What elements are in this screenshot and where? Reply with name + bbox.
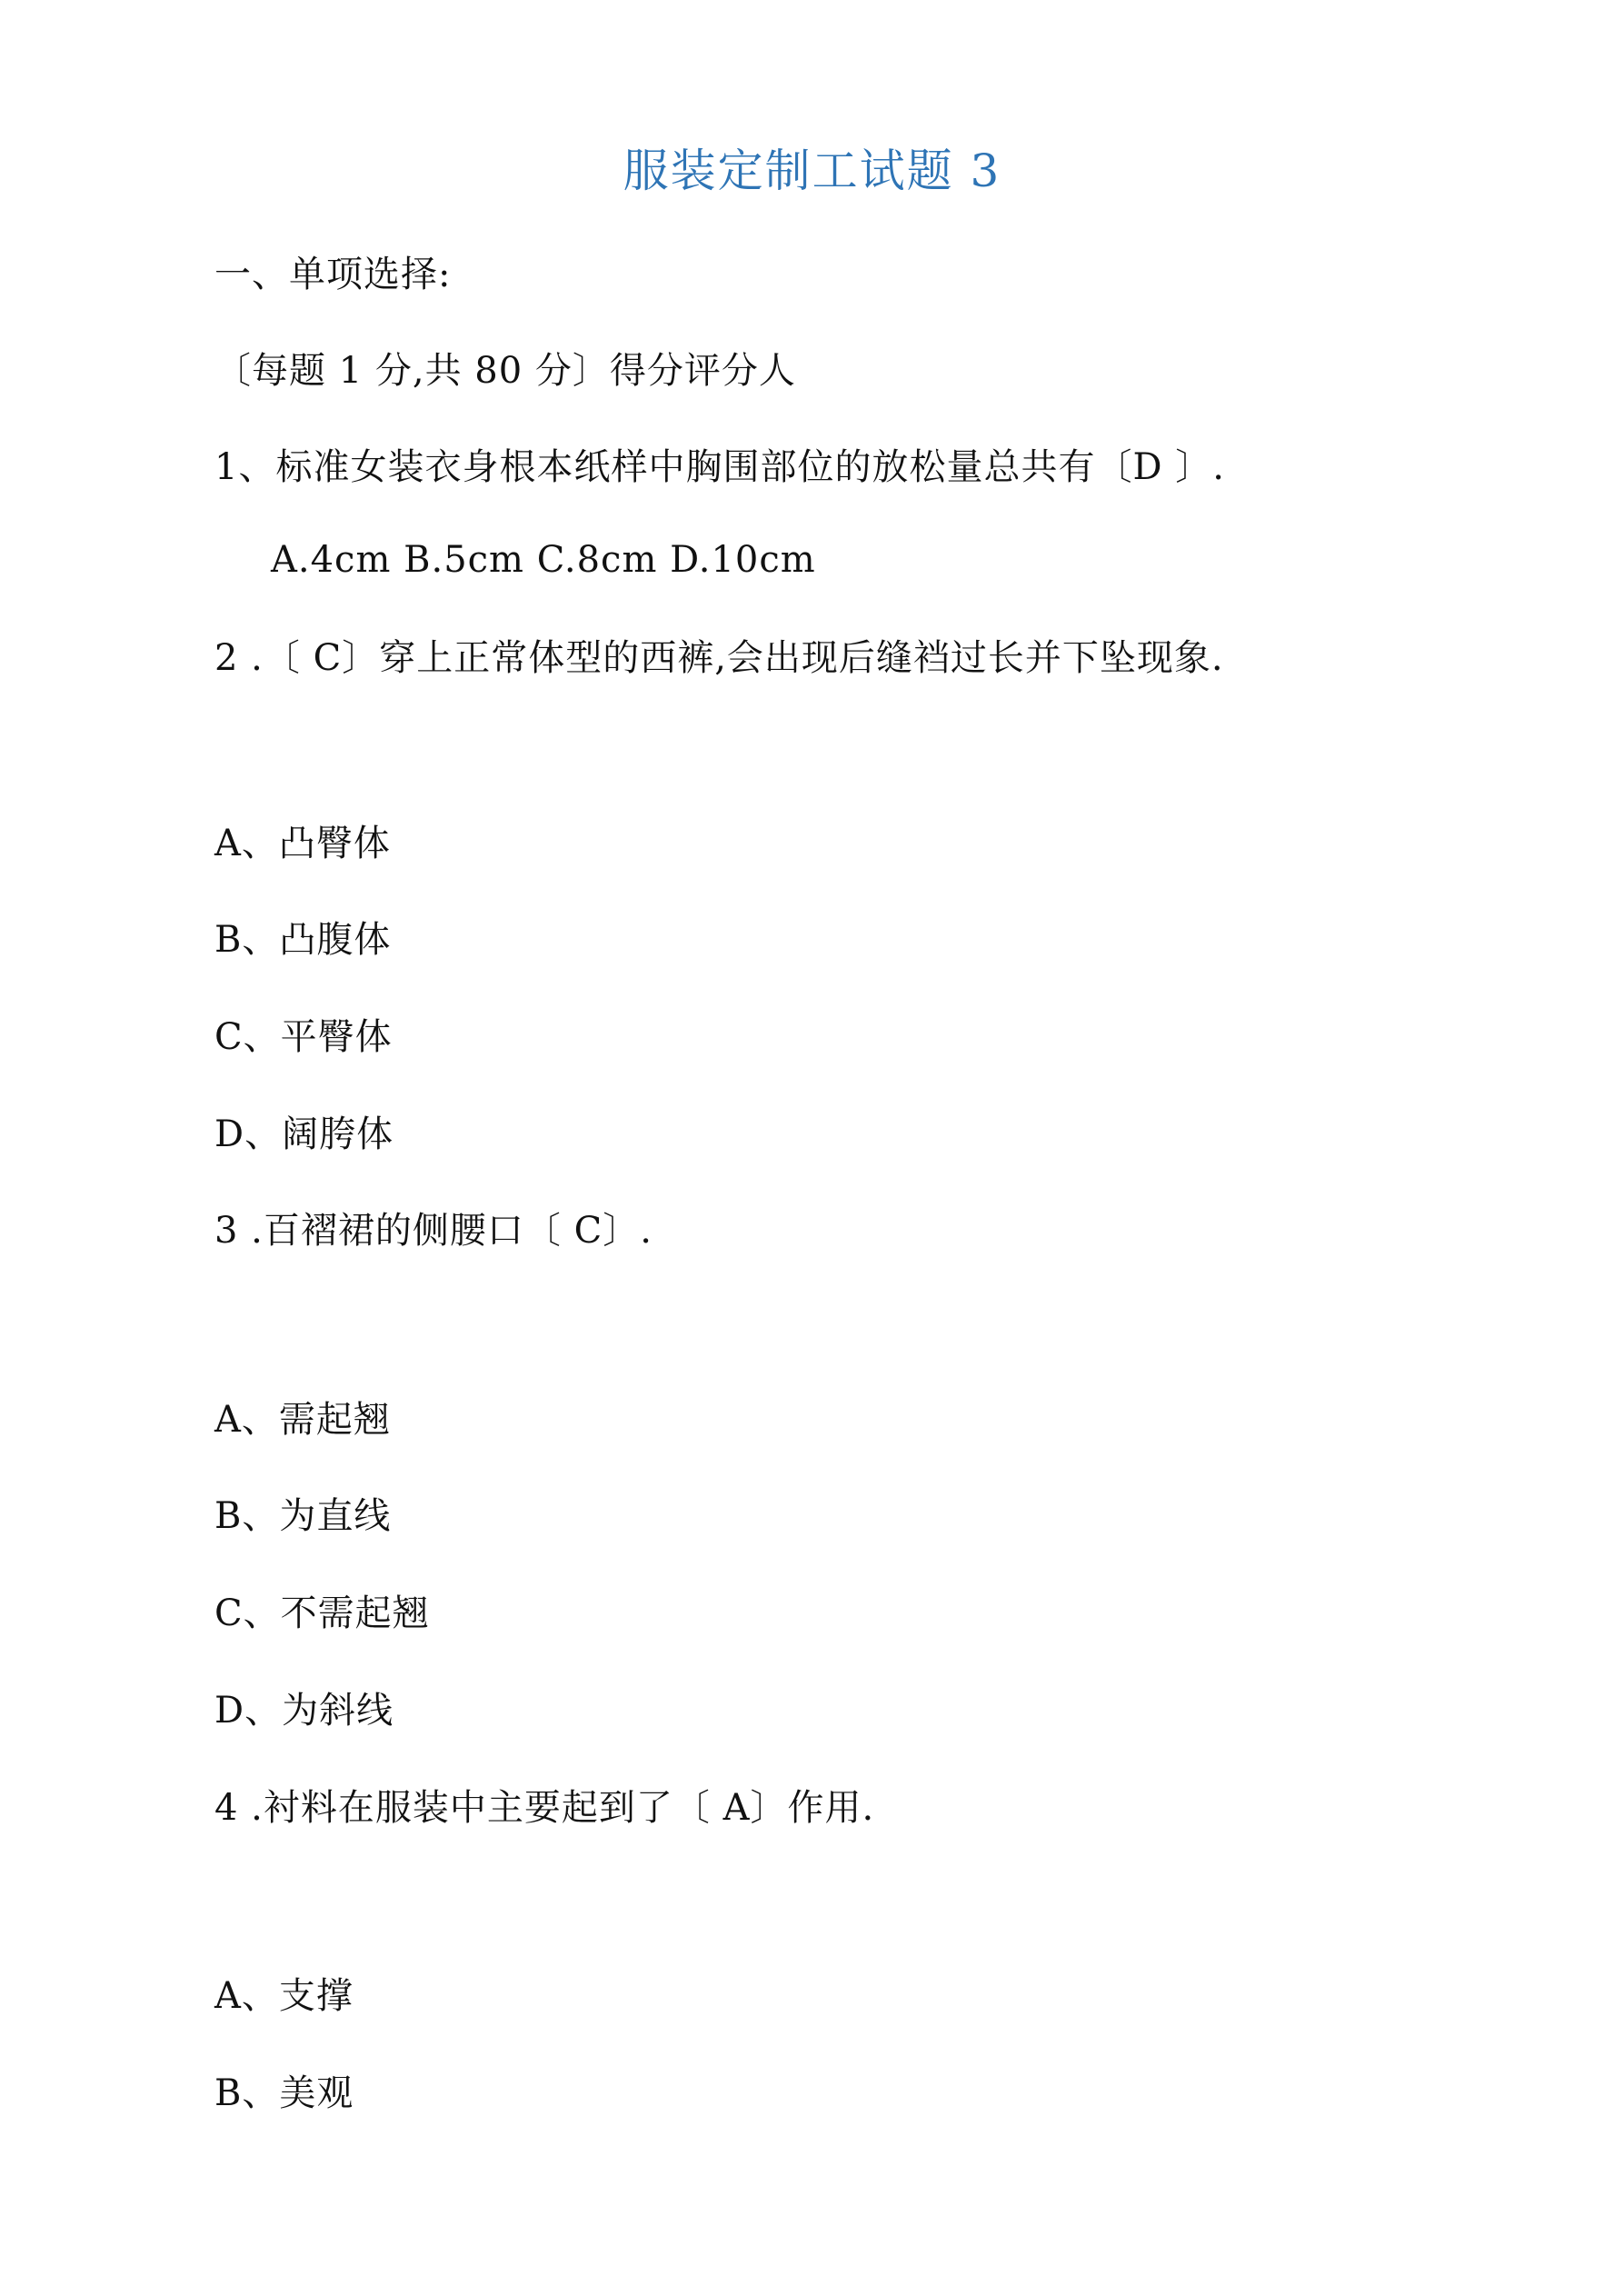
question-2-stem: 2 .〔 C〕穿上正常体型的西裤,会出现后缝裆过长并下坠现象. bbox=[214, 637, 1224, 679]
question-4-option-b: B、美观 bbox=[214, 2072, 354, 2114]
document-title: 服装定制工试题 3 bbox=[623, 145, 1001, 197]
question-1-stem: 1、标准女装衣身根本纸样中胸围部位的放松量总共有〔D 〕. bbox=[214, 446, 1225, 488]
question-2-option-c: C、平臀体 bbox=[214, 1016, 393, 1058]
section-heading: 一、单项选择: bbox=[214, 254, 452, 295]
scoring-note: 〔每题 1 分,共 80 分〕得分评分人 bbox=[214, 350, 796, 392]
question-3-stem: 3 .百褶裙的侧腰口〔 C〕. bbox=[214, 1210, 653, 1252]
question-3-option-c: C、不需起翘 bbox=[214, 1592, 430, 1634]
question-3-option-b: B、为直线 bbox=[214, 1495, 392, 1537]
question-3-option-d: D、为斜线 bbox=[214, 1690, 394, 1732]
question-4-option-a: A、支撑 bbox=[214, 1975, 354, 2017]
question-3-option-a: A、需起翘 bbox=[214, 1399, 391, 1441]
question-2-option-d: D、阔胯体 bbox=[214, 1113, 394, 1155]
question-2-option-b: B、凸腹体 bbox=[214, 919, 392, 961]
question-4-stem: 4 .衬料在服装中主要起到了〔 A〕作用. bbox=[214, 1787, 875, 1829]
question-2-option-a: A、凸臀体 bbox=[214, 823, 391, 864]
question-1-options: A.4cm B.5cm C.8cm D.10cm bbox=[271, 539, 816, 581]
